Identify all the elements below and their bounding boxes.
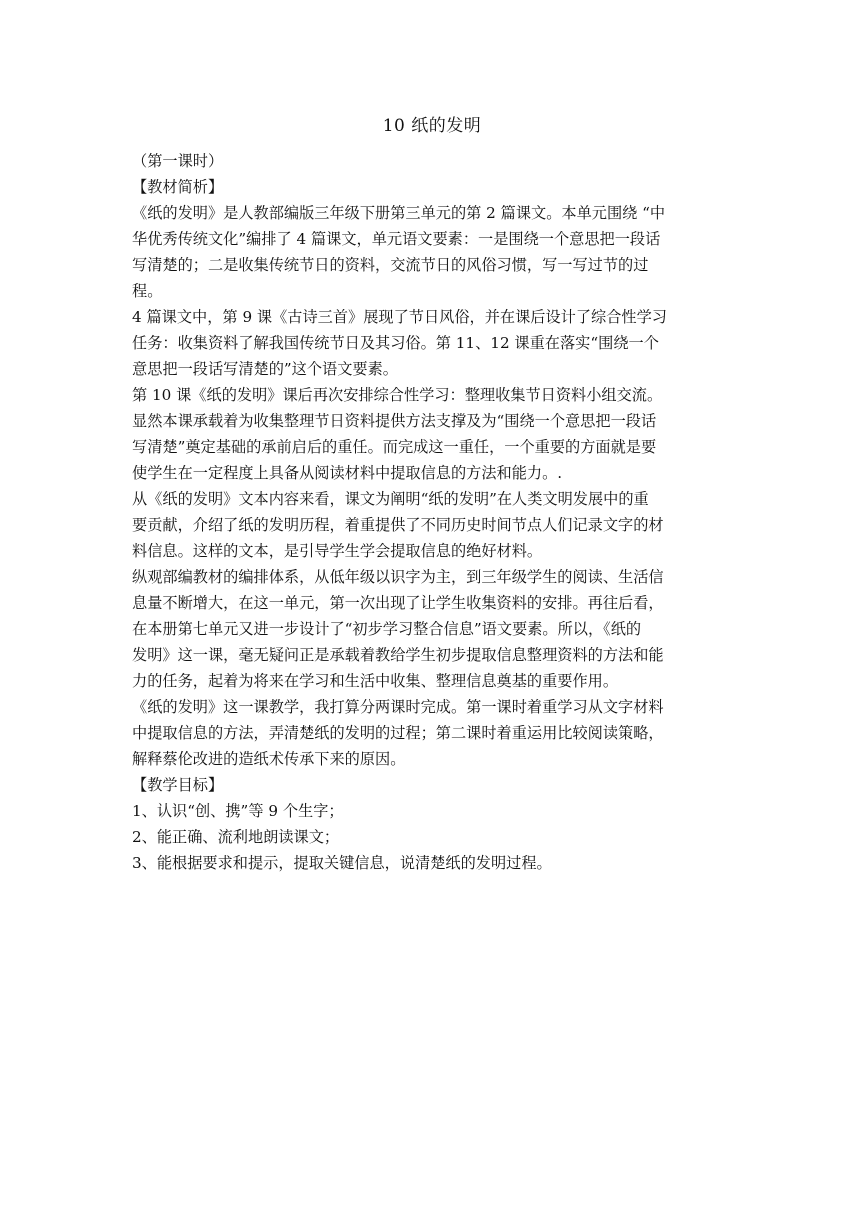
paragraph-line: 在本册第七单元又进一步设计了“初步学习整合信息”语文要素。所以，《纸的 — [132, 620, 642, 638]
paragraph-line: 中提取信息的方法，弄清楚纸的发明的过程；第二课时着重运用比较阅读策略， — [132, 724, 664, 742]
goal-item: 3、能根据要求和提示，提取关键信息，说清楚纸的发明过程。 — [132, 854, 552, 872]
paragraph-2 — [132, 304, 732, 382]
paragraph-line: 《纸的发明》是人教部编版三年级下册第三单元的第 2 篇课文。本单元围绕 “中 — [132, 204, 666, 222]
goals-list — [132, 798, 732, 876]
paragraph-line: 意思把一段话写清楚的”这个语文要素。 — [132, 360, 398, 378]
paragraph-line: 写清楚的；二是收集传统节日的资料，交流节日的风俗习惯，写一写过节的过 — [132, 256, 649, 274]
paragraph-line: 写清楚”奠定基础的承前启后的重任。而完成这一重任，一个重要的方面就是要 — [132, 438, 657, 456]
paragraph-line: 息量不断增大，在这一单元，第一次出现了让学生收集资料的安排。再往后看， — [132, 594, 664, 612]
paragraph-5 — [132, 564, 732, 694]
lesson-label: （第一课时） — [132, 152, 224, 170]
paragraph-line: 力的任务，起着为将来在学习和生活中收集、整理信息奠基的重要作用。 — [132, 672, 618, 690]
paragraph-line: 华优秀传统文化”编排了 4 篇课文，单元语文要素：一是围绕一个意思把一段话 — [132, 230, 661, 248]
paragraph-line: 纵观部编教材的编排体系，从低年级以识字为主，到三年级学生的阅读、生活信 — [132, 568, 664, 586]
goal-item: 1、认识“创、携”等 9 个生字； — [132, 802, 344, 820]
paragraph-line: 要贡献，介绍了纸的发明历程，着重提供了不同历史时间节点人们记录文字的材 — [132, 516, 664, 534]
paragraph-line: 第 10 课《纸的发明》课后再次安排综合性学习：整理收集节日资料小组交流。 — [132, 386, 663, 404]
section-heading-teaching-goals: 【教学目标】 — [132, 776, 224, 794]
paragraph-line: 4 篇课文中，第 9 课《古诗三首》展现了节日风俗，并在课后设计了综合性学习 — [132, 308, 667, 326]
paragraph-line: 《纸的发明》这一课教学，我打算分两课时完成。第一课时着重学习从文字材料 — [132, 698, 664, 716]
paragraph-3 — [132, 382, 732, 486]
paragraph-line: 使学生在一定程度上具备从阅读材料中提取信息的方法和能力。. — [132, 464, 563, 482]
paragraph-1 — [132, 200, 732, 304]
paragraph-6 — [132, 694, 732, 772]
paragraph-line: 程。 — [132, 282, 163, 300]
section-heading-textbook-analysis: 【教材简析】 — [132, 178, 224, 196]
paragraph-line: 解释蔡伦改进的造纸术传承下来的原因。 — [132, 750, 406, 768]
goal-item: 2、能正确、流利地朗读课文； — [132, 828, 340, 846]
paragraph-line: 料信息。这样的文本，是引导学生学会提取信息的绝好材料。 — [132, 542, 543, 560]
paragraph-line: 从《纸的发明》文本内容来看，课文为阐明“纸的发明”在人类文明发展中的重 — [132, 490, 649, 508]
paragraph-line: 任务：收集资料了解我国传统节日及其习俗。第 11、12 课重在落实“围绕一个 — [132, 334, 659, 352]
paragraph-line: 发明》这一课，毫无疑问正是承载着教给学生初步提取信息整理资料的方法和能 — [132, 646, 664, 664]
document-page — [132, 112, 732, 876]
document-title: 10 纸的发明 — [382, 116, 482, 136]
paragraph-line: 显然本课承载着为收集整理节日资料提供方法支撑及为“围绕一个意思把一段话 — [132, 412, 657, 430]
paragraph-4 — [132, 486, 732, 564]
